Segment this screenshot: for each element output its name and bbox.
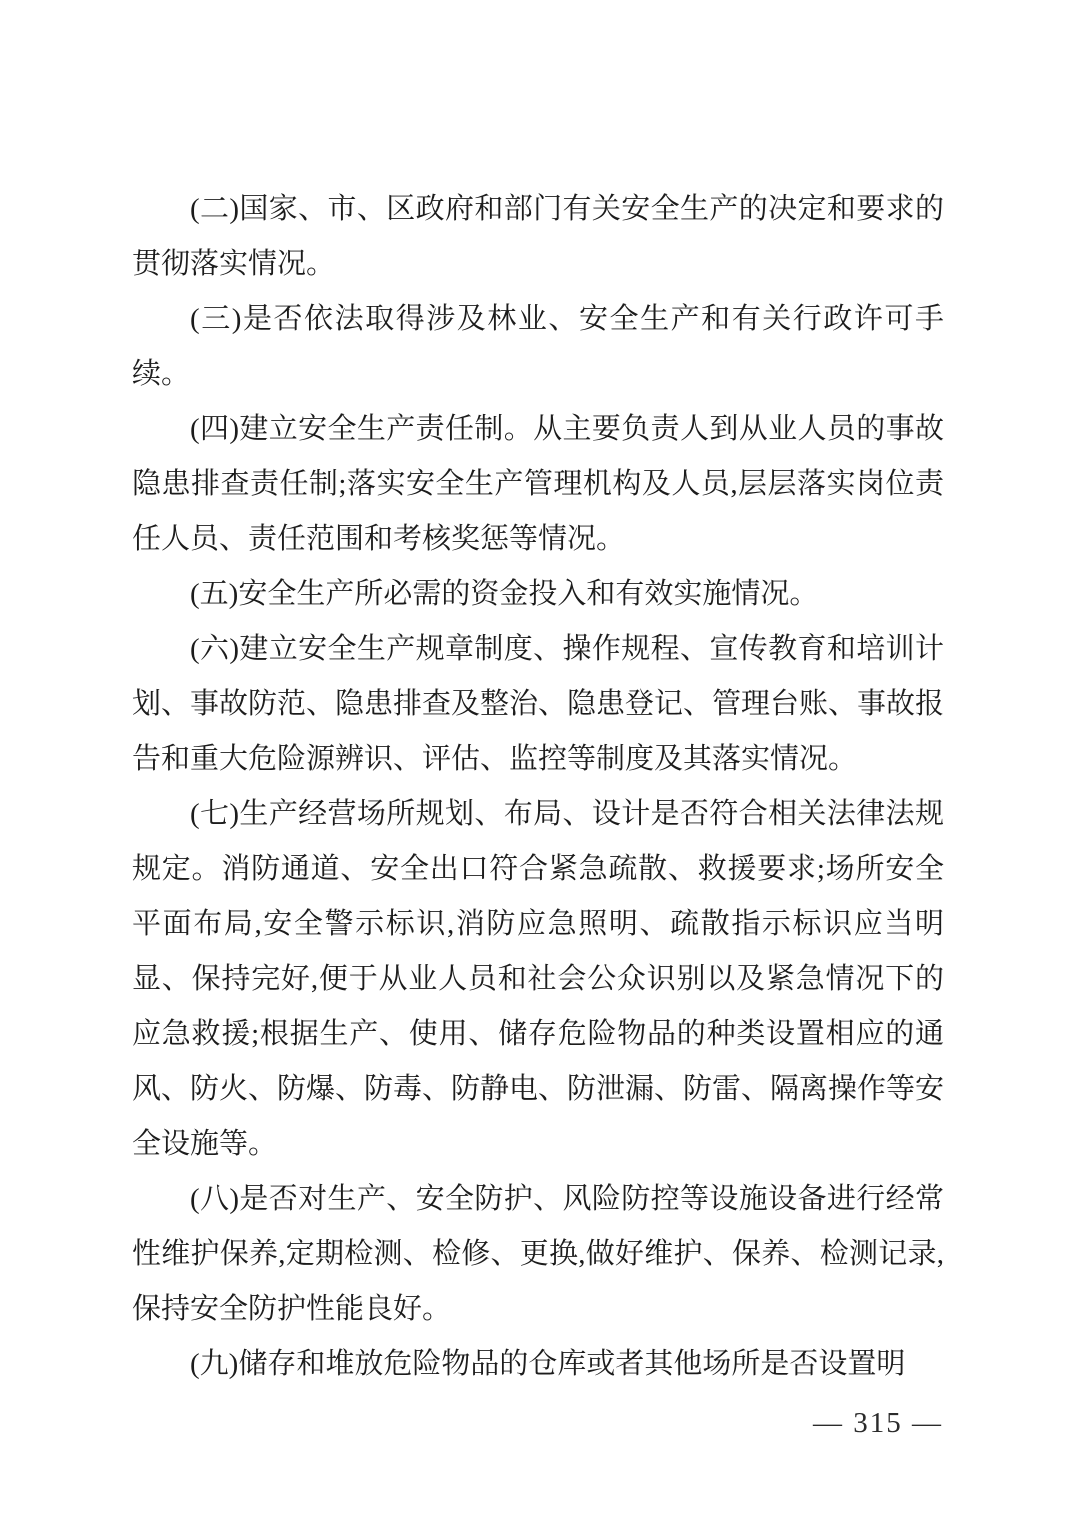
paragraph-item-5: (五)安全生产所必需的资金投入和有效实施情况。 — [190, 578, 819, 610]
paragraph-item-8: (八)是否对生产、安全防护、风险防控等设施设备进行经常性维护保养,定期检测、检修、更换,做好维护、保养、检测记录,保持安全防护性能良好。 — [132, 1183, 944, 1325]
document-body — [132, 182, 944, 1392]
page-number: — 315 — — [813, 1407, 943, 1439]
paragraph-item-2: (二)国家、市、区政府和部门有关安全生产的决定和要求的贯彻落实情况。 — [132, 193, 944, 280]
paragraph-item-7: (七)生产经营场所规划、布局、设计是否符合相关法律法规规定。消防通道、安全出口符合紧急疏散、救援要求;场所安全平面布局,安全警示标识,消防应急照明、疏散指示标识应当明显、保持完好,便于从业人员和社会公众识别以及紧急情况下的应急救援;根据生产、使用、储存危险物品的种类设置相应的通风、防火、防爆、防毒、防静电、防泄漏、防雷、隔离操作等安全设施等。 — [132, 798, 945, 1160]
paragraph-item-6: (六)建立安全生产规章制度、操作规程、宣传教育和培训计划、事故防范、隐患排查及整治、隐患登记、管理台账、事故报告和重大危险源辨识、评估、监控等制度及其落实情况。 — [132, 633, 945, 775]
paragraph-item-9: (九)储存和堆放危险物品的仓库或者其他场所是否设置明 — [190, 1348, 906, 1380]
paragraph-item-4: (四)建立安全生产责任制。从主要负责人到从业人员的事故隐患排查责任制;落实安全生产管理机构及人员,层层落实岗位责任人员、责任范围和考核奖惩等情况。 — [132, 413, 944, 555]
paragraph-item-3: (三)是否依法取得涉及林业、安全生产和有关行政许可手续。 — [132, 303, 944, 390]
